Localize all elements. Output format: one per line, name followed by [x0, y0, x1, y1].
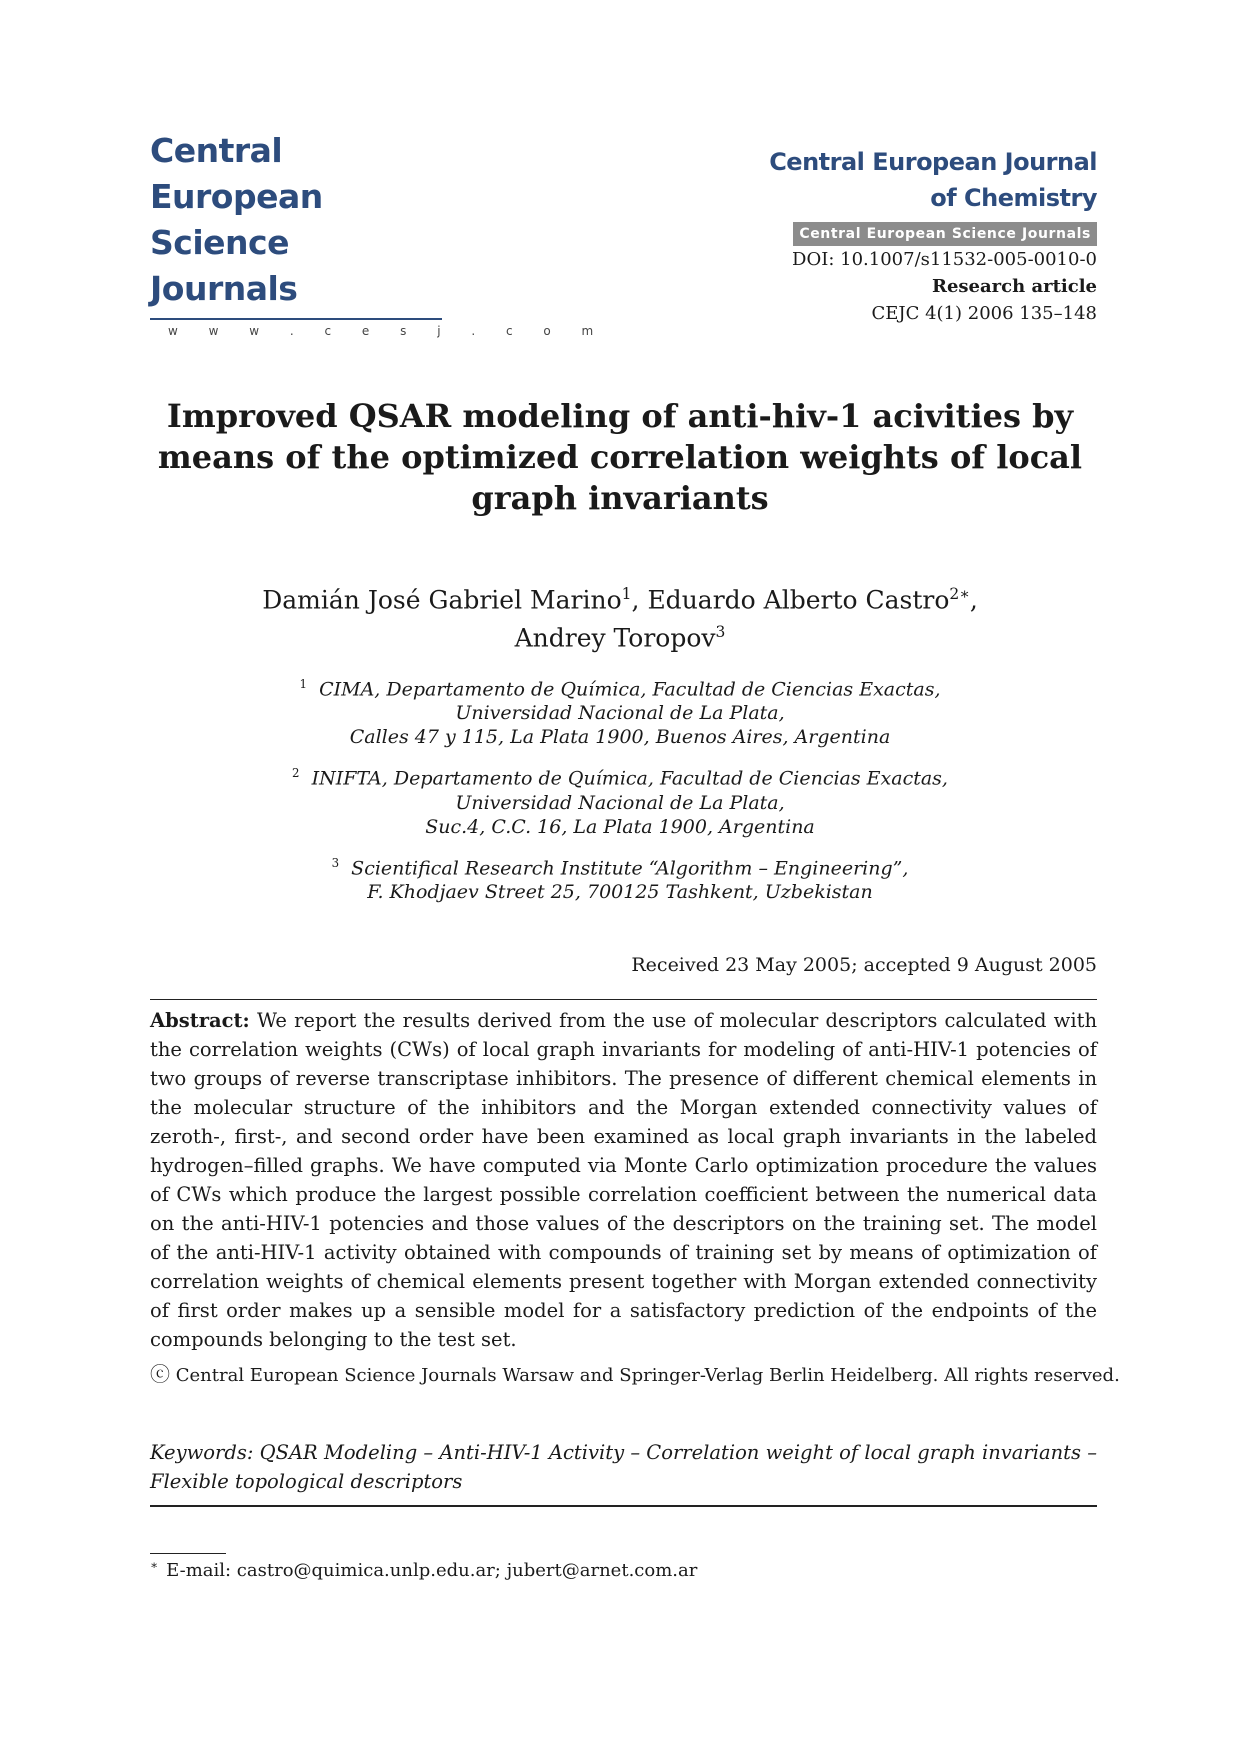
paper-title [150, 396, 1090, 519]
footnote [150, 1558, 697, 1581]
affiliation-line: Scientifical Research Institute “Algorithm – Engineering”, [351, 856, 909, 879]
author-sup: 3 [715, 623, 726, 642]
journal-band: Central European Science Journals [793, 222, 1097, 246]
divider [150, 999, 1097, 1000]
journal-header [769, 144, 1097, 327]
affiliation-line: CIMA, Departamento de Química, Facultad de Ciencias Exactas, [319, 678, 941, 701]
affiliation-line: Universidad Nacional de La Plata, [455, 702, 785, 725]
author-sup: 2∗ [949, 585, 970, 603]
copyright-icon: ⓒ [150, 1362, 170, 1386]
affiliations [150, 672, 1090, 916]
author-name: Andrey Toropov [514, 623, 716, 653]
affiliation-line: Calles 47 y 115, La Plata 1900, Buenos Aires, Argentina [349, 726, 891, 749]
publisher-logo-line1: Central European [150, 131, 323, 216]
title-line: Improved QSAR modeling of anti-hiv-1 acivities by [166, 397, 1074, 435]
author-name: Eduardo Alberto Castro [647, 585, 950, 615]
affiliation-line: Universidad Nacional de La Plata, [455, 791, 785, 814]
copyright-notice [150, 1358, 1120, 1387]
affiliation-1 [150, 672, 1090, 749]
copyright-text: Central European Science Journals Warsaw and Springer-Verlag Berlin Heidelberg. All rights reserved. [175, 1365, 1120, 1386]
abstract-label: Abstract: [150, 1009, 250, 1032]
article-type: Research article [931, 276, 1097, 297]
footnote-email: E-mail: castro@quimica.unlp.edu.ar; jubert@arnet.com.ar [166, 1560, 698, 1581]
journal-name-line1: Central European Journal [769, 148, 1097, 176]
title-line: graph invariants [471, 479, 769, 517]
affiliation-3 [150, 851, 1090, 904]
author-name: Damián José Gabriel Marino [262, 585, 622, 615]
affiliation-line: Suc.4, C.C. 16, La Plata 1900, Argentina [425, 815, 815, 838]
publisher-url: w w w . c e s j . c o m [168, 324, 607, 338]
affiliation-sup: 2 [292, 766, 300, 781]
author-sup: 1 [621, 585, 632, 603]
received-date: Received 23 May 2005; accepted 9 August 2005 [631, 954, 1097, 976]
affiliation-sup: 3 [331, 855, 340, 870]
publisher-logo-rule [150, 318, 442, 320]
affiliation-sup: 1 [299, 677, 307, 691]
divider [150, 1505, 1097, 1507]
affiliation-line: INIFTA, Departamento de Química, Facultad de Ciencias Exactas, [311, 767, 948, 790]
abstract [150, 1006, 1097, 1354]
keywords: Keywords: QSAR Modeling – Anti-HIV-1 Activity – Correlation weight of local graph invariants – Flexible topological descriptors [150, 1441, 1097, 1493]
citation: CEJC 4(1) 2006 135–148 [871, 303, 1097, 324]
footnote-divider [150, 1553, 226, 1554]
doi: DOI: 10.1007/s11532-005-0010-0 [792, 249, 1097, 270]
journal-name-line2: of Chemistry [930, 184, 1097, 212]
publisher-logo-line2: Science Journals [150, 223, 298, 308]
footnote-mark: ∗ [150, 1558, 159, 1572]
publisher-logo [150, 128, 607, 338]
abstract-text: We report the results derived from the use of molecular descriptors calculated with the correlation weights (CWs) of local graph invariants for modeling of anti-HIV-1 potencies of two groups of reverse transcriptase inhibitors. The presence of different chemical elements in the molecular structure of the inhibitors and the Morgan extended connectivity values of zeroth-, first-, and second order have been examined as local graph invariants in the labeled hydrogen–filled graphs. We have computed via Monte Carlo optimization procedure the values of CWs which produce the largest possible correlation coefficient between the numerical data on the anti-HIV-1 potencies and those values of the descriptors on the training set. The model of the anti-HIV-1 activity obtained with compounds of training set by means of optimization of correlation weights of chemical elements present together with Morgan extended connectivity of first order makes up a sensible model for a satisfactory prediction of the endpoints of the compounds belonging to the test set. [150, 1009, 1097, 1351]
author-list: Damián José Gabriel Marino$^1$, Eduardo Alberto Castro$^{2∗}$, Andrey Toropov$^3$ [262, 585, 978, 653]
title-line: means of the optimized correlation weights of local [157, 438, 1083, 476]
affiliation-2 [150, 761, 1090, 838]
affiliation-line: F. Khodjaev Street 25, 700125 Tashkent, Uzbekistan [367, 880, 873, 903]
